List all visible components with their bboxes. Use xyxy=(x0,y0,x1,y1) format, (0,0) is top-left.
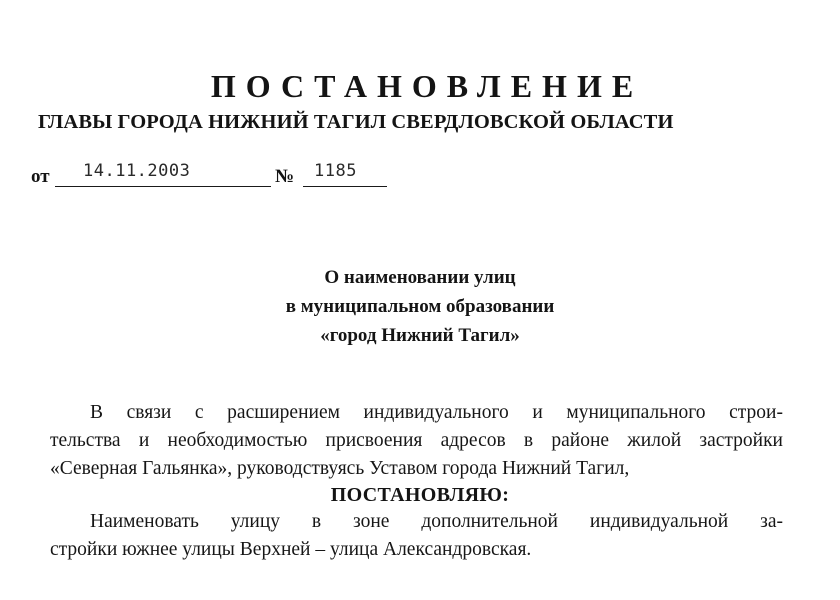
paragraph-line: В связи с расширением индивидуального и муниципального строи- xyxy=(90,402,783,423)
number-underline xyxy=(303,185,387,187)
number-label: № xyxy=(275,166,295,187)
paragraph-line: Наименовать улицу в зоне дополнительной индивидуальной за- xyxy=(90,511,783,532)
decree-heading: ПОСТАНОВЛЯЮ: xyxy=(330,484,510,506)
date-number-line xyxy=(31,160,411,190)
number-value: 1185 xyxy=(314,161,357,181)
subject-line: О наименовании улиц xyxy=(324,267,516,288)
document-issuer: ГЛАВЫ ГОРОДА НИЖНИЙ ТАГИЛ СВЕРДЛОВСКОЙ ОБЛАСТИ xyxy=(38,111,674,133)
decree-paragraph xyxy=(50,508,783,564)
date-underline xyxy=(55,185,271,187)
paragraph-line: стройки южнее улицы Верхней – улица Александровская. xyxy=(50,539,532,560)
subject-line: в муниципальном образовании xyxy=(285,296,555,317)
document-title: ПОСТАНОВЛЕНИЕ xyxy=(210,68,644,104)
preamble-paragraph xyxy=(50,399,783,483)
date-label: от xyxy=(31,166,50,187)
document-subject xyxy=(0,263,840,350)
subject-line: «город Нижний Тагил» xyxy=(320,325,520,346)
paragraph-line: тельства и необходимостью присвоения адресов в районе жилой застройки xyxy=(50,430,783,451)
paragraph-line: «Северная Гальянка», руководствуясь Уставом города Нижний Тагил, xyxy=(50,458,630,479)
date-value: 14.11.2003 xyxy=(83,161,191,181)
